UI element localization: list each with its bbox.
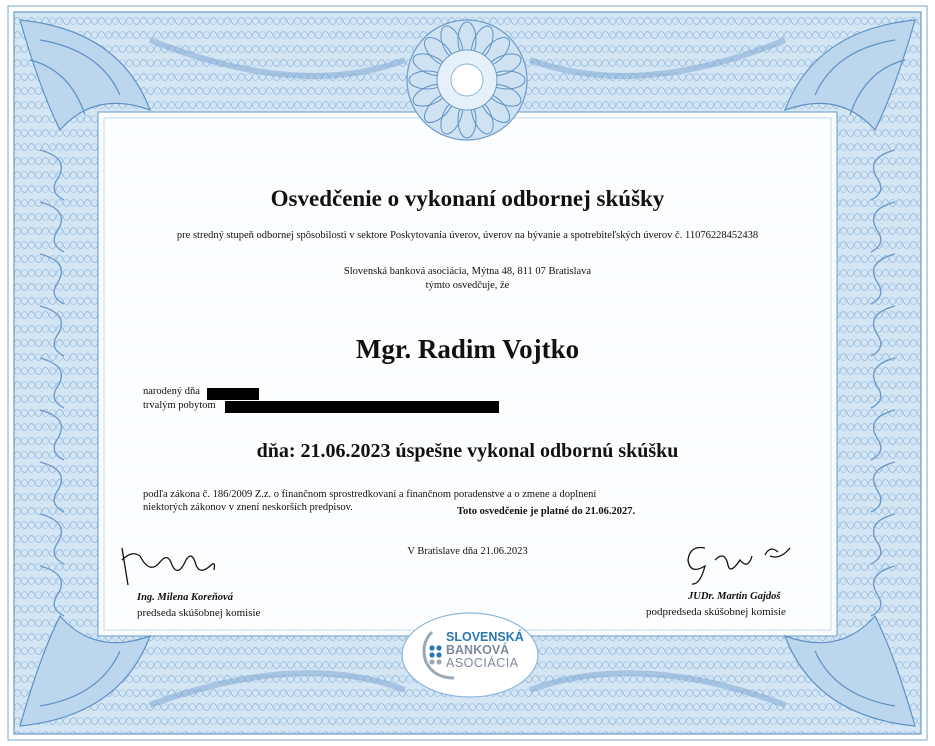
- certificate-title: Osvedčenie o vykonaní odbornej skúšky: [270, 186, 665, 211]
- sba-logo-text: [446, 631, 524, 670]
- top-rosette: [407, 20, 527, 140]
- issuer-address: Slovenská banková asociácia, Mýtna 48, 811 07 Bratislava: [343, 266, 592, 277]
- validity-text: Toto osvedčenie je platné do 21.06.2027.: [457, 506, 636, 517]
- logo-line-2: BANKOVÁ: [446, 643, 510, 657]
- law-reference-line2: niektorých zákonov v znení neskorších predpisov.: [143, 502, 353, 513]
- right-signatory-name: JUDr. Martin Gajdoš: [688, 591, 781, 602]
- right-signatory-role: podpredseda skúšobnej komisie: [646, 606, 786, 618]
- logo-line-3: ASOCIÁCIA: [446, 656, 519, 670]
- redaction-address: [225, 401, 499, 413]
- left-signatory-role: predseda skúšobnej komisie: [137, 607, 261, 619]
- certificate-subtitle: pre stredný stupeň odbornej spôsobilosti v sektore Poskytovania úverov, úverov na bývanie a spotrebiteľských úverov č. 11076228452438: [176, 230, 759, 241]
- holder-name: Mgr. Radim Vojtko: [355, 334, 580, 364]
- residence-label: trvalým pobytom: [143, 400, 216, 411]
- exam-result: dňa: 21.06.2023 úspešne vykonal odbornú skúšku: [256, 440, 679, 462]
- certifies-text: týmto osvedčuje, že: [425, 280, 510, 291]
- place-date: V Bratislave dňa 21.06.2023: [407, 546, 528, 557]
- redaction-birth-date: [207, 388, 259, 400]
- logo-line-1: SLOVENSKÁ: [446, 630, 524, 644]
- born-label: narodený dňa: [143, 386, 200, 397]
- left-signatory-name: Ing. Milena Koreňová: [137, 592, 233, 603]
- law-reference-line1: podľa zákona č. 186/2009 Z.z. o finančnom sprostredkovaní a finančnom poradenstve a o zmene a doplnení: [143, 489, 597, 500]
